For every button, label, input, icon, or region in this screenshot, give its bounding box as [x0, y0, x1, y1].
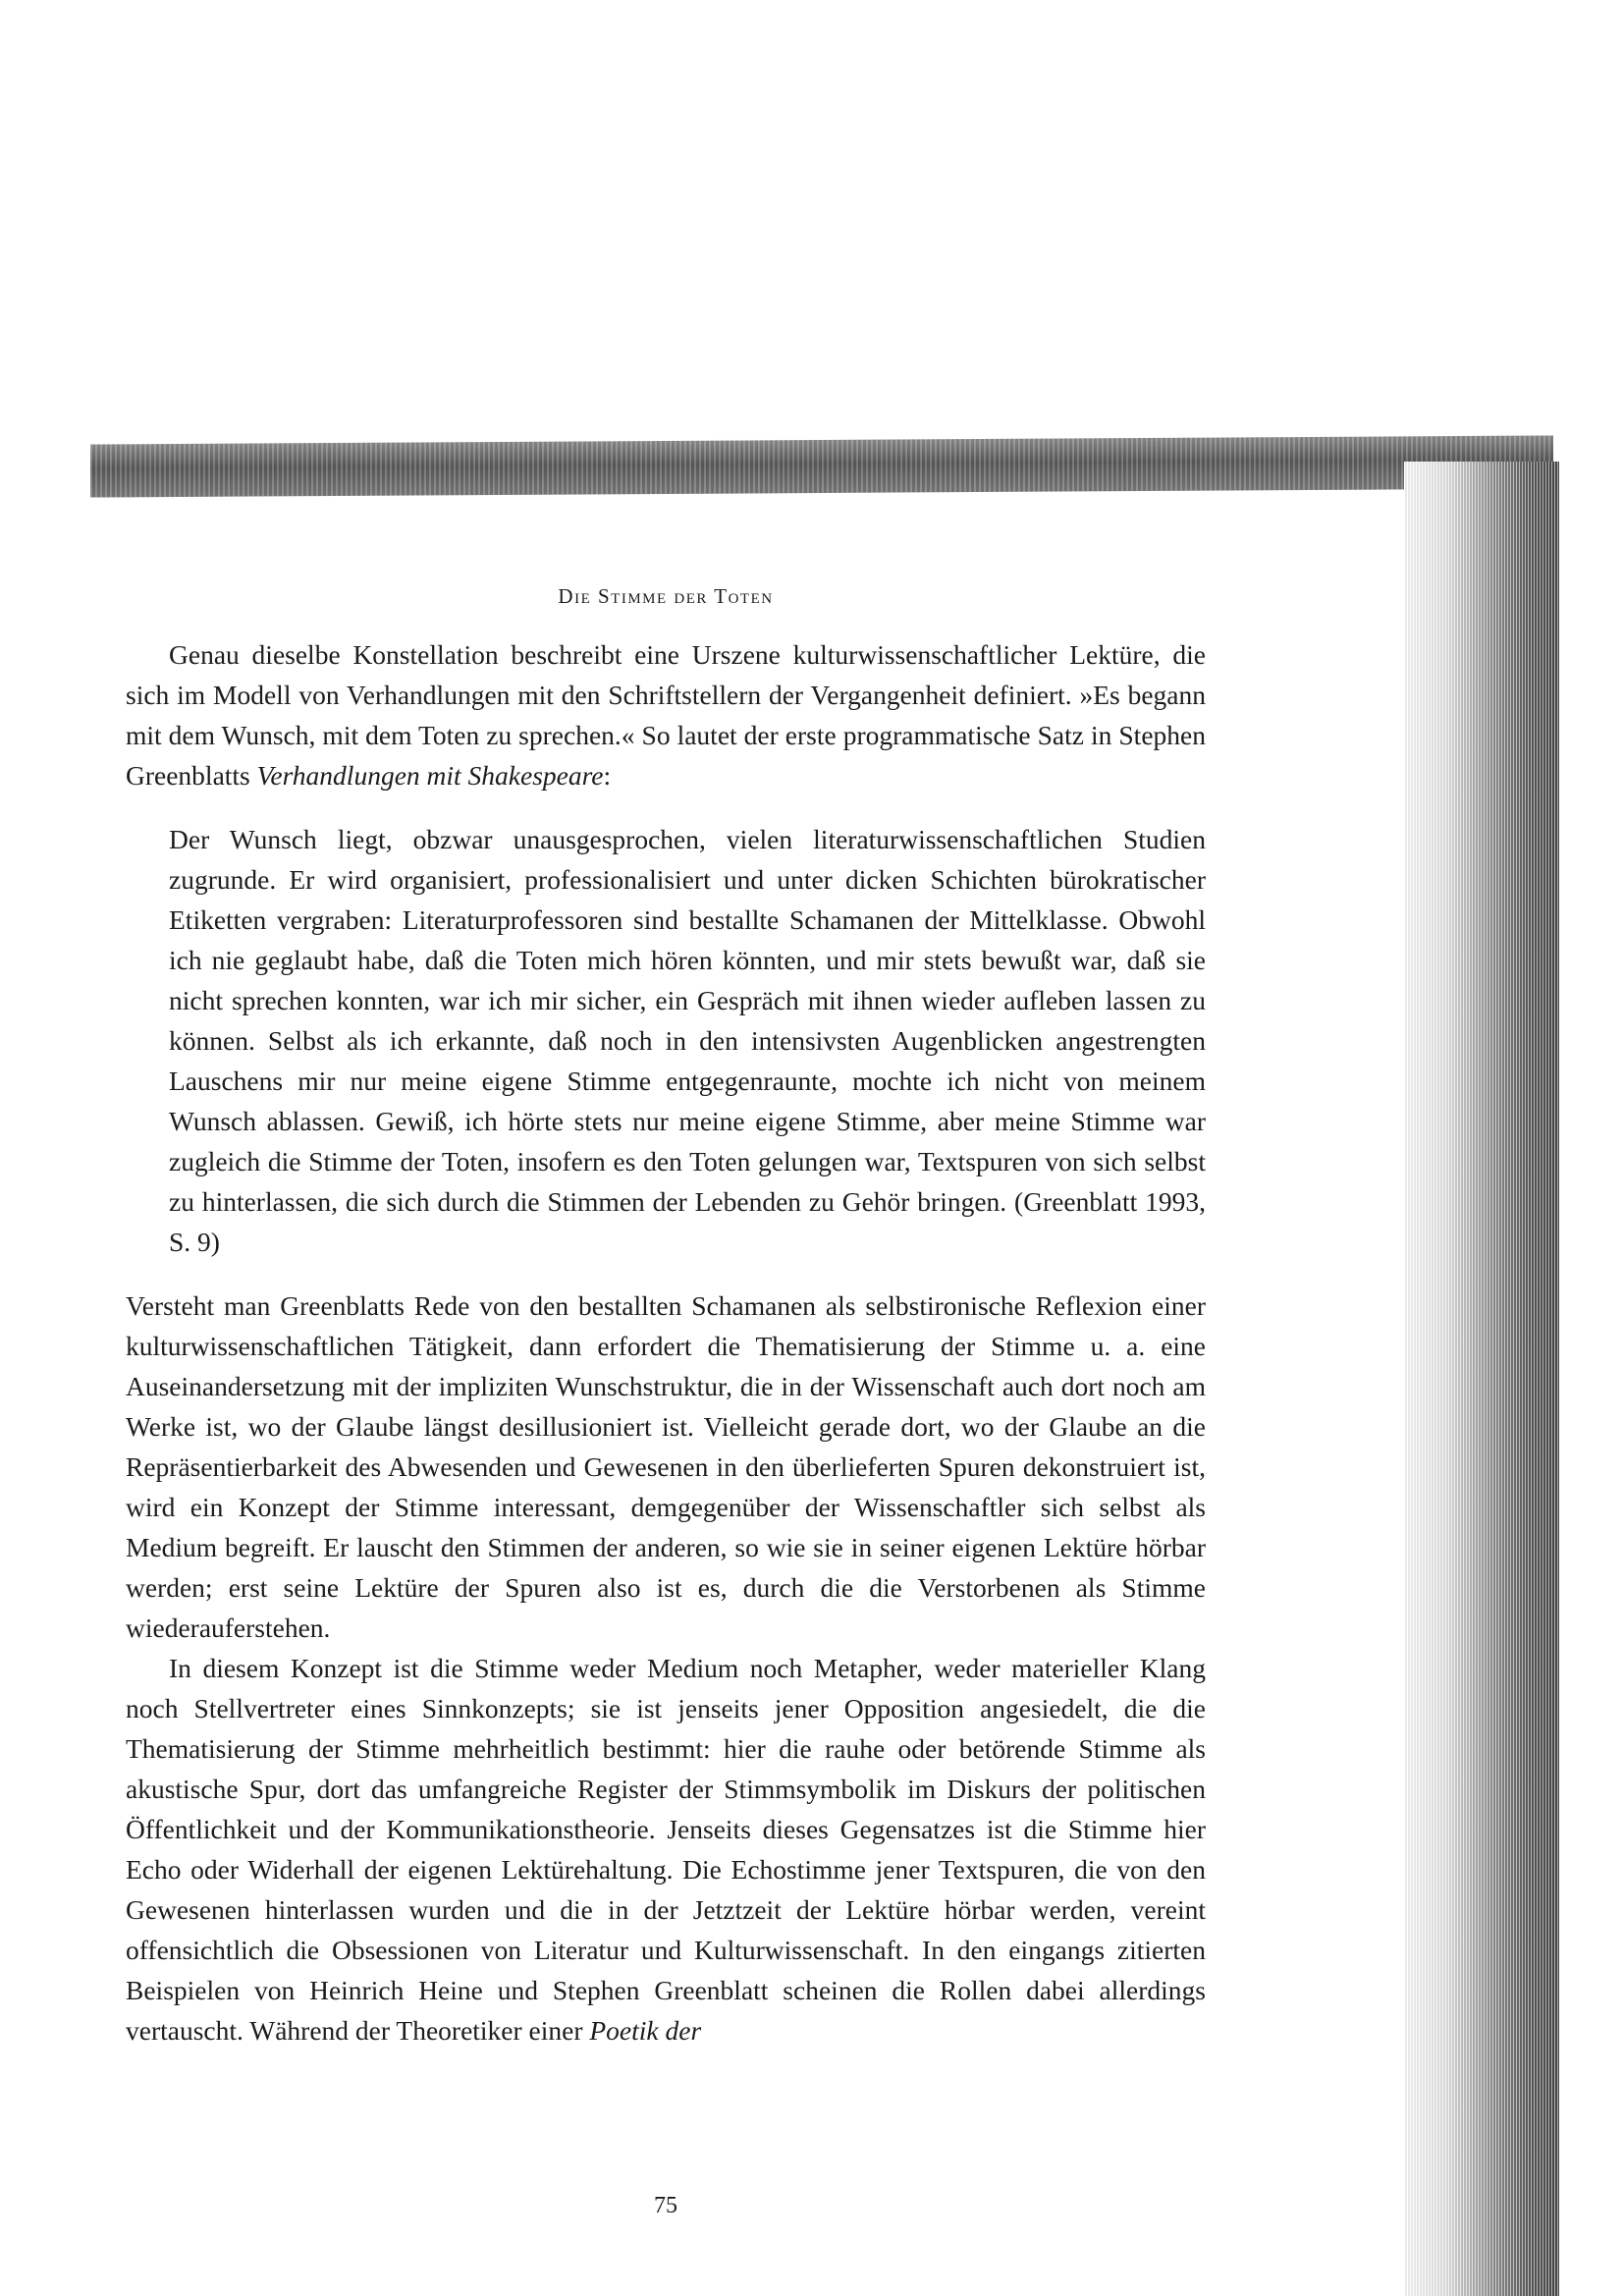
running-head: Die Stimme der Toten	[558, 584, 774, 608]
book-title-poetik: Poetik der	[589, 2015, 702, 2046]
paragraph-1-text: Genau dieselbe Konstellation beschreibt eine Urszene kulturwissenschaftlicher Lektüre, die sich im Modell von Verhandlungen mit den Schriftstellern der Vergangenheit definiert. »Es begann mit dem Wunsch, mit dem Toten zu sprechen.« So lautet der erste programmatische Satz in Stephen Greenblatts	[126, 639, 1206, 791]
paragraph-3-text: In diesem Konzept ist die Stimme weder Medium noch Metapher, weder materieller Klang noch Stellvertreter eines Sinnkonzepts; sie ist jenseits jener Opposition angesiedelt, die die Thematisierung der Stimme mehrheitlich bestimmt: hier die rauhe oder betörende Stimme als akustische Spur, dort das umfangreiche Register der Stimmsymbolik im Diskurs der politischen Öffentlichkeit und der Kommunikationstheorie. Jenseits dieses Gegensatzes ist die Stimme hier Echo oder Widerhall der eigenen Lektürehaltung. Die Echostimme jener Textspuren, die von den Gewesenen hinterlassen wurden und die in der Jetztzeit der Lektüre hörbar werden, vereint offensichtlich die Obsessionen von Literatur und Kulturwissenschaft. In den eingangs zitierten Beispielen von Heinrich Heine und Stephen Greenblatt scheinen die Rollen dabei allerdings vertauscht. Während der Theoretiker einer	[126, 1653, 1206, 2046]
scan-shadow-right	[1404, 462, 1559, 2296]
paragraph-1-end: :	[603, 760, 612, 791]
paragraph-3	[126, 1648, 1206, 2050]
page-number: 75	[654, 2193, 677, 2218]
block-quote: Der Wunsch liegt, obzwar unausgesprochen, vielen literaturwissenschaftlichen Studien zugrunde. Er wird organisiert, professionalisiert und unter dicken Schichten bürokratischer Etiketten vergraben: Literaturprofessoren sind bestallte Schamanen der Mittelklasse. Obwohl ich nie geglaubt habe, daß die Toten mich hören könnten, und mir stets bewußt war, daß sie nicht sprechen konnten, war ich mir sicher, ein Gespräch mit ihnen wieder aufleben lassen zu können. Selbst als ich erkannte, daß noch in den intensivsten Augenblicken angestrengten Lauschens mir nur meine eigene Stimme entgegenraunte, mochte ich nicht von meinem Wunsch ablassen. Gewiß, ich hörte stets nur meine eigene Stimme, aber meine Stimme war zugleich die Stimme der Toten, insofern es den Toten gelungen war, Textspuren von sich selbst zu hinterlassen, die sich durch die Stimmen der Lebenden zu Gehör bringen. (Greenblatt 1993, S. 9)	[169, 824, 1206, 1257]
book-page	[126, 584, 1206, 2218]
paragraph-1	[126, 634, 1206, 795]
paragraph-2: Versteht man Greenblatts Rede von den bestallten Schamanen als selbstironische Reflexion einer kulturwissenschaftlichen Tätigkeit, dann erfordert die Thematisierung der Stimme u. a. eine Auseinandersetzung mit der impliziten Wunschstruktur, die in der Wissenschaft auch dort noch am Werke ist, wo der Glaube längst desillusioniert ist. Vielleicht gerade dort, wo der Glaube an die Repräsentierbarkeit des Abwesenden und Gewesenen in den überlieferten Spuren dekonstruiert ist, wird ein Konzept der Stimme interessant, demgegenüber der Wissenschaftler sich selbst als Medium begreift. Er lauscht den Stimmen der anderen, so wie sie in seiner eigenen Lektüre hörbar werden; erst seine Lektüre der Spuren also ist es, durch die die Verstorbenen als Stimme wiederauferstehen.	[126, 1290, 1206, 1643]
book-title-verhandlungen: Verhandlungen mit Shakespeare	[256, 760, 604, 791]
scan-shadow-top	[90, 435, 1553, 497]
